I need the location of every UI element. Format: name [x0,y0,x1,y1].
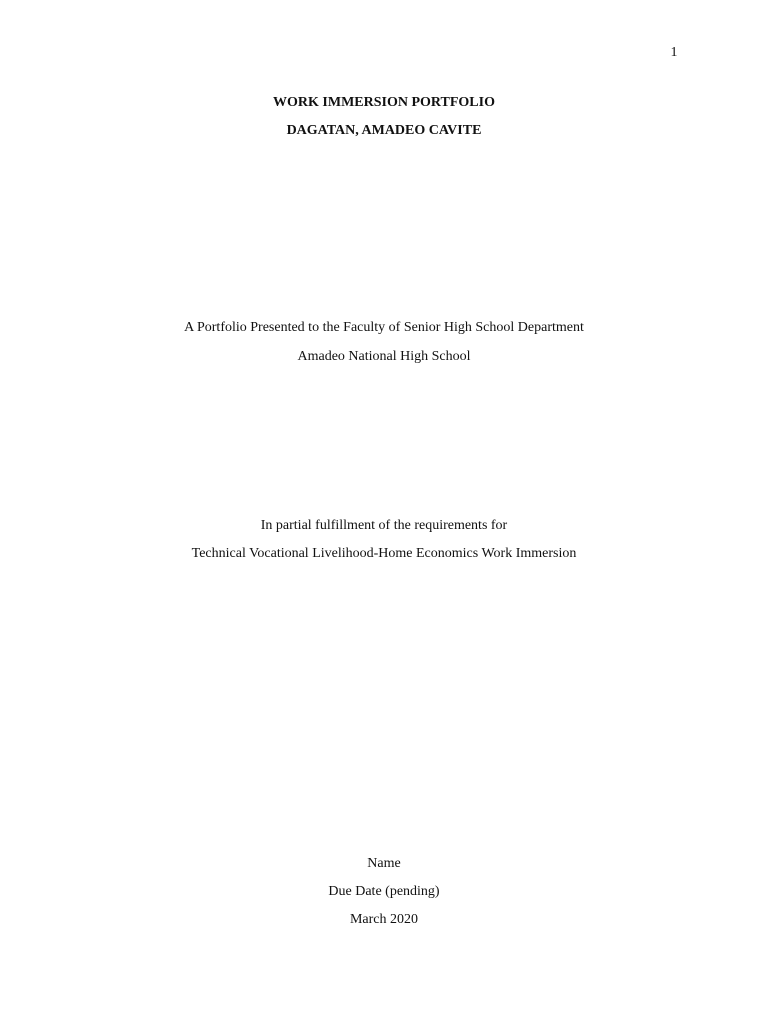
title-line-2: DAGATAN, AMADEO CAVITE [286,123,482,138]
submission-date: March 2020 [349,912,419,927]
presentation-line-2: Amadeo National High School [297,349,471,364]
title-line-1: WORK IMMERSION PORTFOLIO [273,95,495,110]
fulfillment-line-1: In partial fulfillment of the requirements for [260,518,508,533]
fulfillment-line-2: Technical Vocational Livelihood-Home Economics Work Immersion [191,546,577,561]
author-name: Name [367,856,401,871]
presentation-line-1: A Portfolio Presented to the Faculty of Senior High School Department [184,320,584,335]
page-number: 1 [670,45,678,60]
due-date: Due Date (pending) [328,884,440,899]
